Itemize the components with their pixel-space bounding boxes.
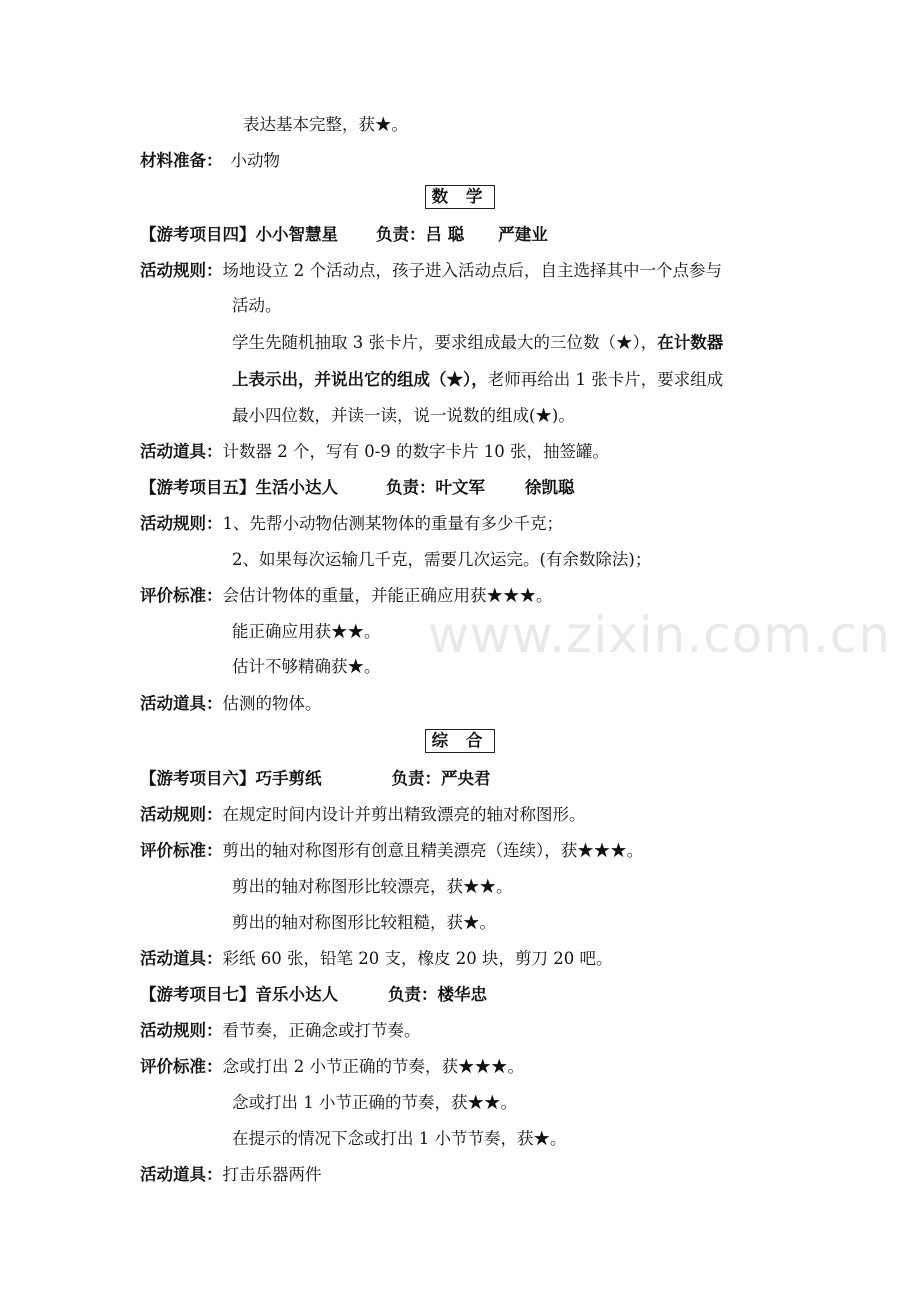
item4-responsible: 负责：吕 聪 — [376, 225, 465, 244]
section-title-math — [0, 185, 920, 209]
section-general-label: 综 合 — [425, 729, 496, 753]
item6-rules-row — [140, 805, 586, 825]
item5-responsible-2: 徐凯聪 — [525, 478, 575, 497]
item4-rules-label: 活动规则： — [140, 261, 223, 280]
item4-title: 【游考项目四】小小智慧星 — [140, 225, 338, 244]
item5-eval-text-1: 会估计物体的重量，并能正确应用获★★★。 — [222, 586, 553, 605]
item6-eval-text-1: 剪出的轴对称图形有创意且精美漂亮（连续），获★★★。 — [222, 841, 644, 860]
eval-line: 表达基本完整，获★。 — [243, 115, 408, 134]
item4-rules-text-2: 活动。 — [232, 296, 282, 315]
item7-props-label: 活动道具： — [140, 1165, 223, 1184]
item7-eval-text-2: 念或打出 1 小节正确的节奏，获★★。 — [232, 1093, 517, 1112]
item5-responsible: 负责：叶文军 — [386, 478, 485, 497]
item7-title: 【游考项目七】音乐小达人 — [140, 985, 338, 1004]
item4-rules-text-1: 场地设立 2 个活动点，孩子进入活动点后，自主选择其中一个点参与 — [222, 261, 722, 280]
item5-eval-text-3: 估计不够精确获★。 — [232, 657, 381, 676]
item5-rules-row — [140, 514, 563, 534]
item7-eval-label: 评价标准： — [140, 1057, 223, 1076]
item4-rules-3b: 在计数器 — [657, 333, 724, 352]
item4-responsible-2: 严建业 — [498, 225, 548, 244]
item6-eval-label: 评价标准： — [140, 841, 223, 860]
item7-eval-text-1: 念或打出 2 小节正确的节奏，获★★★。 — [222, 1057, 524, 1076]
item4-rules-text-5: 最小四位数，并读一读，说一说数的组成(★)。 — [232, 406, 575, 425]
materials-text: 小动物 — [230, 151, 280, 170]
item5-rules-text-2: 2、如果每次运输几千克，需要几次运完。(有余数除法)； — [232, 550, 652, 569]
item7-responsible: 负责：楼华忠 — [388, 985, 487, 1004]
item4-rules-3a: 学生先随机抽取 3 张卡片，要求组成最大的三位数（★）， — [232, 333, 658, 352]
item7-props-row — [140, 1165, 322, 1185]
item7-rules-text: 看节奏，正确念或打节奏。 — [222, 1021, 421, 1040]
item7-header — [140, 985, 487, 1005]
item6-props-row — [140, 949, 612, 969]
item6-title: 【游考项目六】巧手剪纸 — [140, 769, 322, 788]
item6-eval-row — [140, 841, 643, 861]
item4-header — [140, 225, 548, 245]
item5-title: 【游考项目五】生活小达人 — [140, 478, 338, 497]
item4-rules-text-4 — [232, 370, 723, 390]
item4-props-text: 计数器 2 个，写有 0-9 的数字卡片 10 张，抽签罐。 — [222, 442, 610, 461]
item6-eval-text-3: 剪出的轴对称图形比较粗糙，获★。 — [232, 913, 496, 932]
item4-rules-text-3 — [232, 333, 723, 353]
item4-props-label: 活动道具： — [140, 442, 223, 461]
item5-props-label: 活动道具： — [140, 694, 223, 713]
item4-rules-4a: 上表示出，并说出它的组成（★）， — [232, 370, 488, 389]
item7-eval-row — [140, 1057, 524, 1077]
item7-eval-text-3: 在提示的情况下念或打出 1 小节节奏，获★。 — [232, 1129, 567, 1148]
item6-props-label: 活动道具： — [140, 949, 223, 968]
item5-props-text: 估测的物体。 — [222, 694, 322, 713]
item6-header — [140, 769, 491, 789]
item5-header — [140, 478, 575, 498]
item4-rules-4b: 老师再给出 1 张卡片，要求组成 — [487, 370, 724, 389]
section-math-label: 数 学 — [425, 185, 496, 209]
item6-rules-text: 在规定时间内设计并剪出精致漂亮的轴对称图形。 — [222, 805, 586, 824]
item4-props-row — [140, 442, 609, 462]
watermark: www.zixin.com.cn — [428, 606, 892, 664]
item6-rules-label: 活动规则： — [140, 805, 223, 824]
item5-eval-row — [140, 586, 553, 606]
item7-props-text: 打击乐器两件 — [222, 1165, 322, 1184]
section-title-general — [0, 729, 920, 753]
item6-responsible: 负责：严央君 — [391, 769, 491, 788]
item7-rules-label: 活动规则： — [140, 1021, 223, 1040]
item4-rules-row — [140, 261, 722, 281]
item5-rules-text-1: 1、先帮小动物估测某物体的重量有多少千克； — [222, 514, 563, 533]
item5-rules-label: 活动规则： — [140, 514, 223, 533]
item5-eval-label: 评价标准： — [140, 586, 223, 605]
materials-label: 材料准备： — [140, 151, 223, 170]
item7-rules-row — [140, 1021, 421, 1041]
item6-eval-text-2: 剪出的轴对称图形比较漂亮，获★★。 — [232, 877, 513, 896]
item6-props-text: 彩纸 60 张，铅笔 20 支，橡皮 20 块，剪刀 20 吧。 — [222, 949, 613, 968]
materials-row — [140, 151, 280, 171]
item5-eval-text-2: 能正确应用获★★。 — [232, 622, 381, 641]
item5-props-row — [140, 694, 322, 714]
